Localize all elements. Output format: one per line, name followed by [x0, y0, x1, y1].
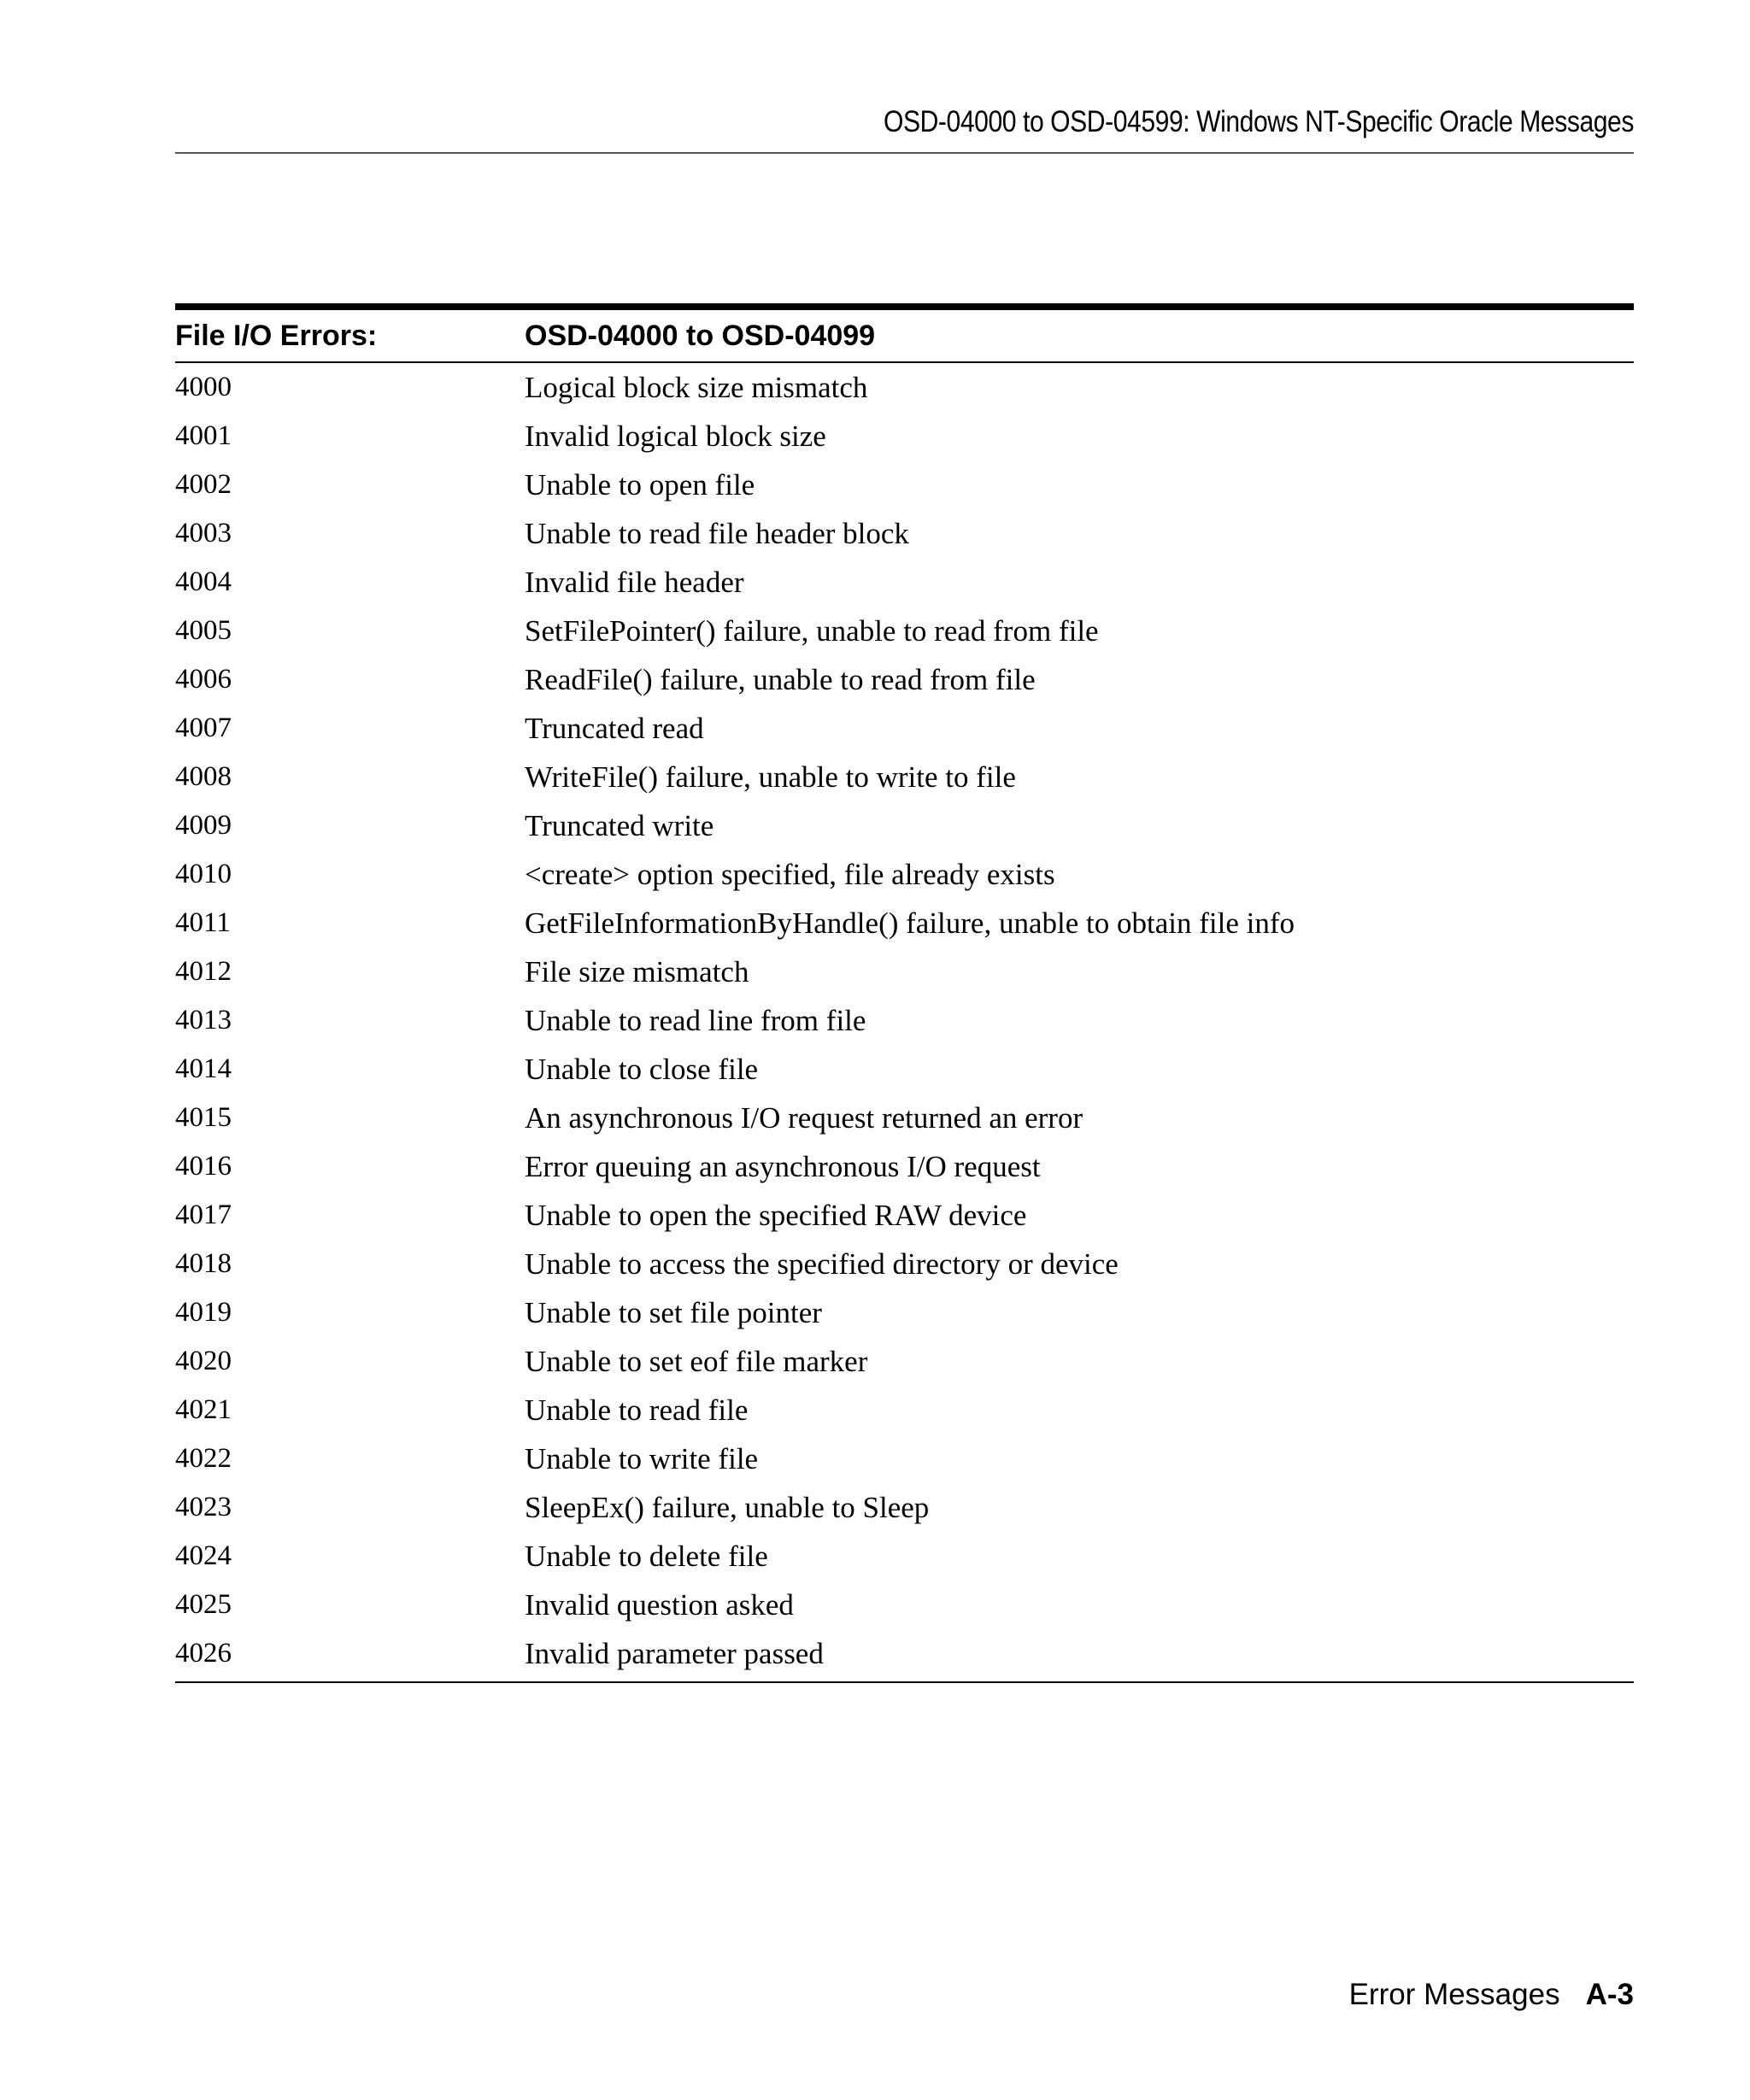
table-row: [175, 1094, 1634, 1142]
error-code: 4007: [175, 713, 232, 743]
error-message: SetFilePointer() failure, unable to read from file: [525, 613, 1099, 648]
table-row: [175, 1142, 1634, 1191]
error-code: 4019: [175, 1297, 232, 1328]
error-message: Unable to read file: [525, 1393, 749, 1427]
error-message: Error queuing an asynchronous I/O request: [525, 1149, 1041, 1183]
error-table: [175, 303, 1634, 1683]
running-header: OSD-04000 to OSD-04599: Windows NT-Specific Oracle Messages: [883, 105, 1634, 138]
table-row: [175, 899, 1634, 947]
error-code: 4004: [175, 566, 232, 597]
error-code: 4014: [175, 1053, 232, 1084]
table-header-row: [175, 310, 1634, 363]
error-message: Unable to delete file: [525, 1539, 768, 1573]
table-row: [175, 460, 1634, 509]
error-code: 4011: [175, 907, 231, 938]
table-row: [175, 753, 1634, 801]
error-code: 4022: [175, 1443, 232, 1474]
table-row: [175, 412, 1634, 460]
table-bottom-rule: [175, 1681, 1634, 1683]
table-row: [175, 558, 1634, 607]
error-message: An asynchronous I/O request returned an error: [525, 1100, 1083, 1135]
error-code: 4012: [175, 956, 232, 987]
table-row: [175, 607, 1634, 655]
error-message: Truncated write: [525, 808, 714, 842]
table-row: [175, 1581, 1634, 1629]
error-code: 4016: [175, 1151, 232, 1182]
error-code: 4026: [175, 1638, 232, 1669]
error-message: Unable to access the specified directory or device: [525, 1247, 1119, 1281]
error-message: Unable to set file pointer: [525, 1295, 822, 1329]
table-row: [175, 1191, 1634, 1240]
table-row: [175, 509, 1634, 558]
table-row: [175, 1240, 1634, 1288]
table-row: [175, 1434, 1634, 1483]
table-header-range: OSD-04000 to OSD-04099: [525, 319, 876, 352]
table-top-rule: [175, 303, 1634, 310]
error-message: Truncated read: [525, 711, 704, 745]
error-message: <create> option specified, file already exists: [525, 857, 1055, 891]
error-message: Unable to write file: [525, 1441, 759, 1475]
error-code: 4003: [175, 518, 232, 548]
error-code: 4013: [175, 1005, 232, 1035]
error-message: Unable to open the specified RAW device: [525, 1198, 1027, 1232]
error-code: 4024: [175, 1540, 232, 1571]
error-message: Logical block size mismatch: [525, 370, 868, 404]
error-code: 4020: [175, 1346, 232, 1376]
error-message: Unable to read file header block: [525, 516, 909, 550]
table-row: [175, 1045, 1634, 1094]
error-message: WriteFile() failure, unable to write to file: [525, 760, 1016, 794]
error-code: 4000: [175, 372, 232, 402]
error-message: Invalid file header: [525, 565, 744, 599]
error-message: Unable to set eof file marker: [525, 1344, 868, 1378]
error-code: 4001: [175, 420, 232, 451]
table-row: [175, 947, 1634, 996]
error-code: 4023: [175, 1492, 232, 1522]
error-code: 4010: [175, 859, 232, 889]
table-row: [175, 850, 1634, 899]
table-row: [175, 655, 1634, 704]
error-code: 4025: [175, 1589, 232, 1620]
error-message: Unable to open file: [525, 467, 755, 502]
footer-section-title: Error Messages: [1348, 1978, 1560, 2011]
error-message: GetFileInformationByHandle() failure, unable to obtain file info: [525, 906, 1295, 940]
error-message: Invalid logical block size: [525, 419, 826, 453]
error-code: 4018: [175, 1248, 232, 1279]
error-message: Unable to close file: [525, 1052, 759, 1086]
page-number: A-3: [1585, 1978, 1634, 2011]
error-code: 4005: [175, 615, 232, 646]
table-row: [175, 1386, 1634, 1434]
table-row: [175, 996, 1634, 1045]
table-row: [175, 363, 1634, 412]
table-row: [175, 1288, 1634, 1337]
error-code: 4009: [175, 810, 232, 841]
table-row: [175, 704, 1634, 753]
error-code: 4006: [175, 664, 232, 695]
error-message: ReadFile() failure, unable to read from file: [525, 662, 1036, 696]
header-rule: [175, 152, 1634, 154]
table-header-label: File I/O Errors:: [175, 319, 378, 352]
error-message: SleepEx() failure, unable to Sleep: [525, 1490, 930, 1524]
table-row: [175, 1629, 1634, 1678]
error-message: Unable to read line from file: [525, 1003, 866, 1037]
error-message: File size mismatch: [525, 954, 749, 988]
error-code: 4021: [175, 1394, 232, 1425]
error-code: 4017: [175, 1200, 232, 1230]
table-row: [175, 1483, 1634, 1532]
error-message: Invalid question asked: [525, 1587, 794, 1622]
table-row: [175, 801, 1634, 850]
error-code: 4008: [175, 761, 232, 792]
error-message: Invalid parameter passed: [525, 1636, 824, 1670]
table-body: [175, 363, 1634, 1678]
error-code: 4002: [175, 469, 232, 500]
table-row: [175, 1337, 1634, 1386]
page-footer: [175, 1974, 1634, 2016]
table-row: [175, 1532, 1634, 1581]
error-code: 4015: [175, 1102, 232, 1133]
